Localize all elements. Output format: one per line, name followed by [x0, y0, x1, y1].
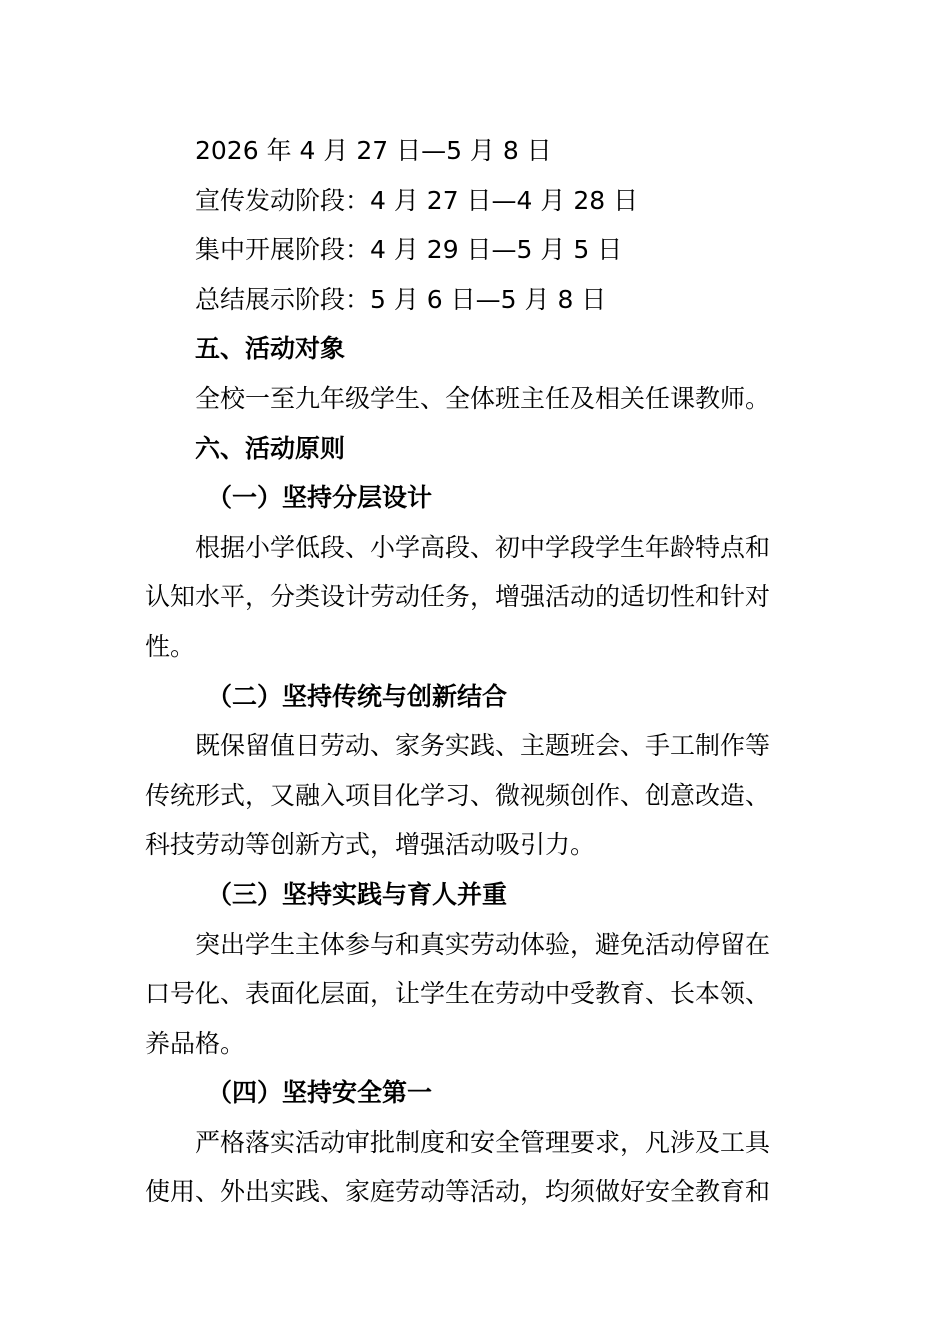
principle-3-line-2: 口号化、表面化层面，让学生在劳动中受教育、长本领、 [145, 979, 771, 1009]
section-5-body: 全校一至九年级学生、全体班主任及相关任课教师。 [195, 383, 771, 413]
principle-2-line-2: 传统形式，又融入项目化学习、微视频创作、创意改造、 [145, 780, 771, 810]
principle-2-heading: （二）坚持传统与创新结合 [207, 681, 508, 711]
principle-1-line-2: 认知水平，分类设计劳动任务，增强活动的适切性和针对 [145, 582, 771, 612]
section-6-heading: 六、活动原则 [195, 433, 346, 463]
phase-summary: 总结展示阶段：5 月 6 日—5 月 8 日 [195, 284, 607, 314]
principle-1-line-1: 根据小学低段、小学高段、初中学段学生年龄特点和 [195, 532, 771, 562]
document-body [145, 126, 810, 1217]
principle-3-heading: （三）坚持实践与育人并重 [207, 879, 508, 909]
principle-3-line-3: 养品格。 [145, 1028, 246, 1058]
principle-1-heading: （一）坚持分层设计 [207, 483, 433, 513]
section-5-heading: 五、活动对象 [195, 334, 346, 364]
principle-4-line-1: 严格落实活动审批制度和安全管理要求，凡涉及工具 [195, 1127, 771, 1157]
phase-publicity: 宣传发动阶段：4 月 27 日—4 月 28 日 [195, 185, 639, 215]
principle-3-line-1: 突出学生主体参与和真实劳动体验，避免活动停留在 [195, 929, 771, 959]
principle-1-line-3: 性。 [145, 631, 196, 661]
principle-4-line-2: 使用、外出实践、家庭劳动等活动，均须做好安全教育和 [145, 1177, 771, 1207]
principle-4-heading: （四）坚持安全第一 [207, 1078, 433, 1108]
activity-date-range: 2026 年 4 月 27 日—5 月 8 日 [195, 136, 552, 165]
phase-intensive: 集中开展阶段：4 月 29 日—5 月 5 日 [195, 235, 623, 265]
principle-2-line-1: 既保留值日劳动、家务实践、主题班会、手工制作等 [195, 731, 771, 761]
principle-2-line-3: 科技劳动等创新方式，增强活动吸引力。 [145, 830, 596, 860]
